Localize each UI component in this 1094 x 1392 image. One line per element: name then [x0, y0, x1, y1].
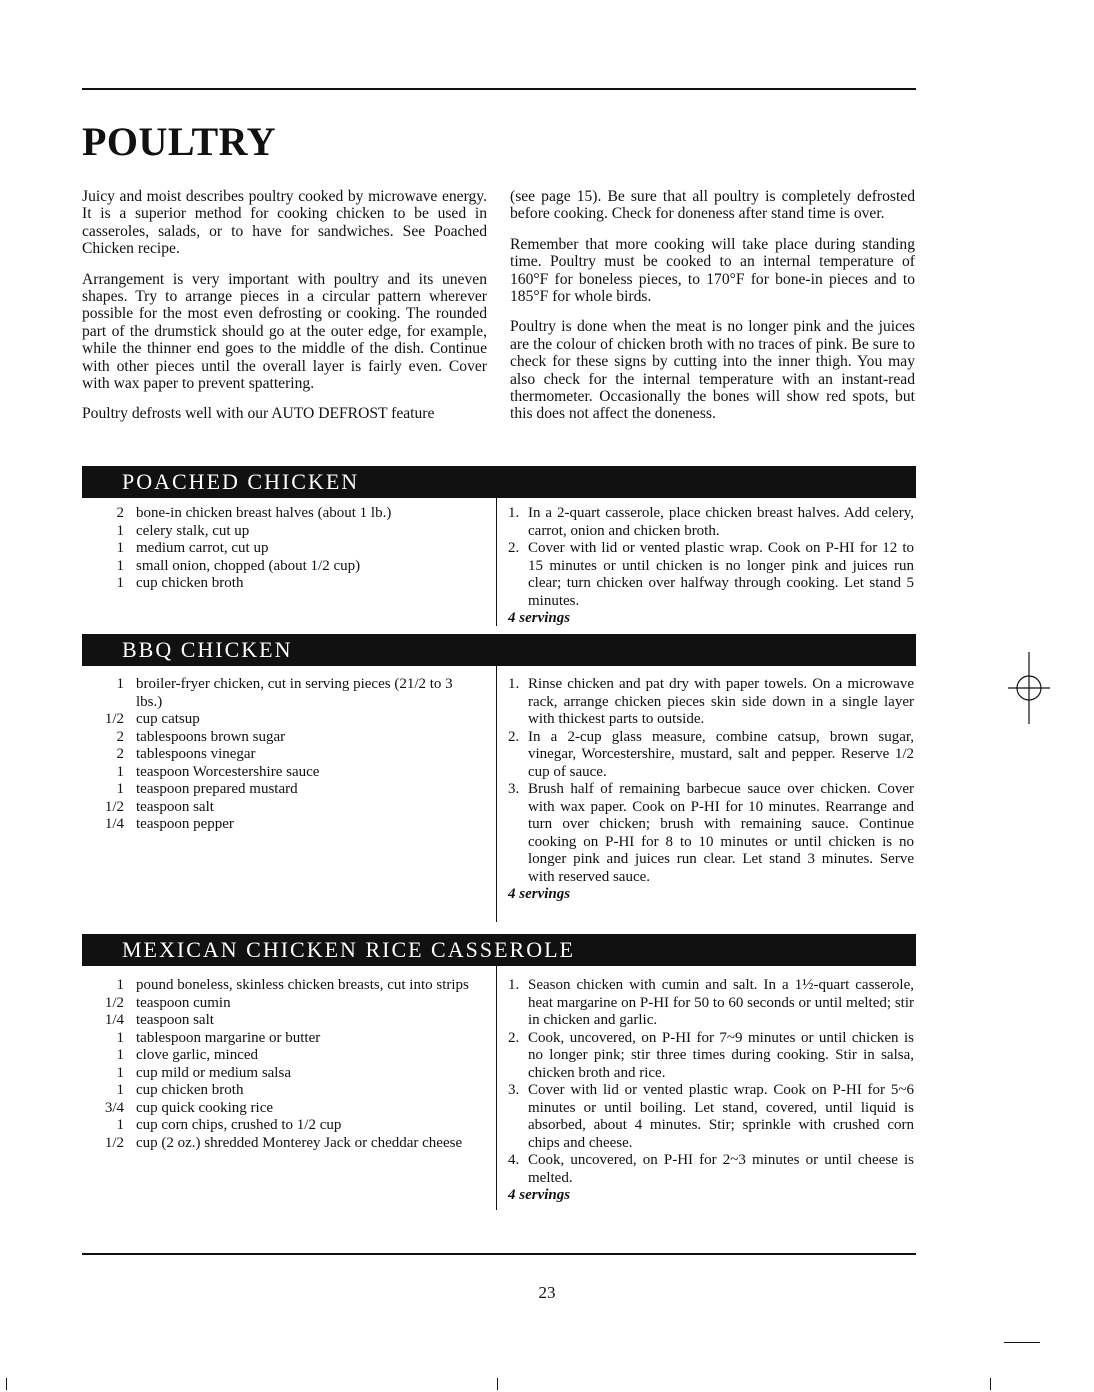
step-text: Cover with lid or vented plastic wrap. Cook on P-HI for 5~6 minutes or until boiling. Let stand, covered, until liquid is absorbed, about 4 minutes. Stir; sprinkle with crushed corn chips and cheese. [528, 1082, 914, 1151]
crop-mark [6, 1378, 7, 1390]
ingredient-row [82, 746, 482, 764]
ingredient-qty: 1 [116, 781, 124, 797]
ingredient-item: broiler-fryer chicken, cut in serving pieces (21/2 to 3 lbs.) [136, 676, 453, 710]
ingredient-qty: 1 [116, 1047, 124, 1063]
intro-paragraph: Poultry is done when the meat is no longer pink and the juices are the colour of chicken broth with no traces of pink. Be sure to check for these signs by cutting into the inner thigh. You may also check for the internal temperature with an instant-read thermometer. Occasionally the bones will show red spots, but this does not affect the doneness. [510, 318, 915, 423]
ingredient-item: teaspoon salt [136, 798, 214, 815]
ingredient-item: pound boneless, skinless chicken breasts, cut into strips [136, 977, 469, 993]
ingredient-qty: 1 [116, 763, 124, 780]
ingredient-row [82, 505, 482, 523]
ingredient-item: cup quick cooking rice [136, 1099, 274, 1116]
bottom-rule [82, 1253, 916, 1255]
ingredient-qty: 1 [116, 540, 124, 556]
ingredient-qty: 2 [116, 746, 124, 762]
ingredient-list [82, 977, 482, 1152]
step-text: Cook, uncovered, on P-HI for 2~3 minutes or until cheese is melted. [528, 1152, 914, 1186]
step-text: Brush half of remaining barbecue sauce over chicken. Cover with wax paper. Cook on P-HI for 10 minutes. Rearrange and turn over chicken; brush with remaining sauce. Continue cooking on P-HI for 8 to 10 minutes or until chicken is no longer pink and juices run clear. Let stand 3 minutes. Serve with reserved sauce. [528, 781, 914, 885]
recipe-title-band: MEXICAN CHICKEN RICE CASSEROLE [82, 934, 916, 966]
step: 3. Cover with lid or vented plastic wrap. Cook on P-HI for 5~6 minutes or until boiling. Let stand, covered, until liquid is absorbed, about 4 minutes. Stir; sprinkle with crushed corn chips and cheese. [508, 1082, 914, 1151]
ingredient-qty: 1 [116, 676, 124, 692]
ingredient-qty: 1 [116, 1082, 124, 1098]
page-number: 23 [538, 1283, 556, 1302]
ingredient-item: cup chicken broth [136, 575, 244, 591]
ingredient-row [82, 711, 482, 729]
ingredient-qty: 1 [116, 522, 124, 539]
ingredient-item: cup corn chips, crushed to 1/2 cup [136, 1117, 342, 1133]
column-divider [496, 666, 497, 922]
step: 1. Rinse chicken and pat dry with paper towels. On a microwave rack, arrange chicken pieces skin side down in a single layer with thickest parts to outside. [508, 676, 914, 727]
ingredient-qty: 1/2 [104, 994, 124, 1011]
ingredient-row [82, 523, 482, 541]
ingredient-item: cup mild or medium salsa [136, 1064, 291, 1081]
ingredient-item: tablespoons vinegar [136, 746, 256, 762]
ingredient-qty: 1/4 [104, 1012, 124, 1028]
intro-right-column [510, 188, 915, 436]
ingredient-item: teaspoon salt [136, 1012, 214, 1028]
ingredient-row [82, 1047, 482, 1065]
ingredient-qty: 1 [116, 557, 124, 574]
ingredient-row [82, 977, 482, 995]
column-divider [496, 966, 497, 1210]
registration-mark-icon [1006, 652, 1052, 724]
ingredient-row [82, 575, 482, 593]
page-title: POULTRY [82, 119, 276, 164]
ingredient-item: teaspoon cumin [136, 994, 231, 1011]
ingredient-qty: 3/4 [104, 1099, 124, 1116]
step-list [508, 977, 914, 1205]
ingredient-row [82, 816, 482, 834]
ingredient-row [82, 799, 482, 817]
ingredient-qty: 1 [116, 977, 124, 993]
intro-paragraph: (see page 15). Be sure that all poultry is completely defrosted before cooking. Check for doneness after stand time is over. [510, 188, 915, 223]
ingredient-row [82, 1135, 482, 1153]
ingredient-row [82, 1117, 482, 1135]
ingredient-item: clove garlic, minced [136, 1047, 259, 1063]
step-text: Cover with lid or vented plastic wrap. Cook on P-HI for 12 to 15 minutes or until chicken is no longer pink and juices run clear; turn chicken over halfway through cooking. Let stand 5 minutes. [528, 540, 914, 609]
ingredient-qty: 1 [116, 575, 124, 591]
step: 2. In a 2-cup glass measure, combine catsup, brown sugar, vinegar, Worcestershire, mustard, salt and pepper. Reserve 1/2 cup of sauce. [508, 728, 914, 780]
ingredient-item: teaspoon pepper [136, 816, 234, 832]
step: 3. Brush half of remaining barbecue sauce over chicken. Cover with wax paper. Cook on P-HI for 10 minutes. Rearrange and turn over chicken; brush with remaining sauce. Continue cooking on P-HI for 8 to 10 minutes or until chicken is no longer pink and juices run clear. Let stand 3 minutes. Serve with reserved sauce. [508, 781, 914, 885]
ingredient-qty: 1 [116, 1117, 124, 1133]
ingredient-qty: 2 [116, 728, 124, 745]
ingredient-row [82, 1100, 482, 1118]
step-text: Season chicken with cumin and salt. In a 1½-quart casserole, heat margarine on P-HI for 50 to 60 seconds or until melted; stir in chicken and garlic. [528, 977, 914, 1028]
step: 2. Cook, uncovered, on P-HI for 7~9 minutes or until chicken is no longer pink; stir three times during cooking. Stir in salsa, chicken broth and rice. [508, 1029, 914, 1081]
crop-mark [1004, 1342, 1040, 1343]
ingredient-row [82, 729, 482, 747]
ingredient-item: cup catsup [136, 711, 200, 727]
ingredient-item: medium carrot, cut up [136, 540, 269, 556]
crop-mark [497, 1378, 498, 1390]
ingredient-qty: 1/2 [104, 798, 124, 815]
ingredient-item: cup chicken broth [136, 1082, 244, 1098]
ingredient-qty: 1 [116, 1029, 124, 1046]
ingredient-qty: 1/2 [104, 1134, 124, 1151]
intro-paragraph: Juicy and moist describes poultry cooked by microwave energy. It is a superior method for cooking chicken to be used in casseroles, salads, or to have for sandwiches. See Poached Chicken recipe. [82, 188, 487, 258]
step-text: Rinse chicken and pat dry with paper towels. On a microwave rack, arrange chicken pieces skin side down in a single layer with thickest parts to outside. [528, 676, 914, 727]
ingredient-row [82, 1082, 482, 1100]
step: 2. Cover with lid or vented plastic wrap. Cook on P-HI for 12 to 15 minutes or until chicken is no longer pink and juices run clear; turn chicken over halfway through cooking. Let stand 5 minutes. [508, 540, 914, 609]
intro-left-column [82, 188, 487, 436]
step: 1. In a 2-quart casserole, place chicken breast halves. Add celery, carrot, onion and chicken broth. [508, 505, 914, 539]
ingredient-row [82, 764, 482, 782]
ingredient-row [82, 676, 482, 711]
servings: 4 servings [508, 610, 571, 626]
servings: 4 servings [508, 1187, 571, 1203]
intro-paragraph: Remember that more cooking will take place during standing time. Poultry must be cooked to an internal temperature of 160°F for boneless pieces, to 170°F for bone-in pieces and to 185°F for whole birds. [510, 235, 915, 306]
step: 4. Cook, uncovered, on P-HI for 2~3 minutes or until cheese is melted. [508, 1152, 914, 1186]
ingredient-qty: 1 [116, 1064, 124, 1081]
ingredient-qty: 1/2 [104, 711, 124, 727]
step-text: In a 2-cup glass measure, combine catsup, brown sugar, vinegar, Worcestershire, mustard, salt and pepper. Reserve 1/2 cup of sauce. [528, 728, 914, 780]
intro-paragraph: Poultry defrosts well with our AUTO DEFROST feature [82, 405, 435, 423]
ingredient-item: small onion, chopped (about 1/2 cup) [136, 557, 361, 574]
step-text: Cook, uncovered, on P-HI for 7~9 minutes or until chicken is no longer pink; stir three times during cooking. Stir in salsa, chicken broth and rice. [528, 1029, 914, 1081]
recipe-title-band: POACHED CHICKEN [82, 466, 916, 498]
step: 1. Season chicken with cumin and salt. In a 1½-quart casserole, heat margarine on P-HI for 50 to 60 seconds or until melted; stir in chicken and garlic. [508, 977, 914, 1028]
ingredient-row [82, 1012, 482, 1030]
crop-mark [990, 1378, 991, 1390]
ingredient-row [82, 781, 482, 799]
ingredient-item: tablespoons brown sugar [136, 728, 286, 745]
ingredient-item: celery stalk, cut up [136, 522, 250, 539]
step-list [508, 505, 914, 628]
ingredient-item: teaspoon prepared mustard [136, 781, 298, 797]
ingredient-row [82, 1030, 482, 1048]
ingredient-item: cup (2 oz.) shredded Monterey Jack or cheddar cheese [136, 1134, 463, 1151]
column-divider [496, 498, 497, 626]
ingredient-list [82, 505, 482, 593]
ingredient-row [82, 1065, 482, 1083]
ingredient-item: bone-in chicken breast halves (about 1 lb.) [136, 505, 392, 521]
servings: 4 servings [508, 886, 571, 902]
ingredient-row [82, 558, 482, 576]
step-text: In a 2-quart casserole, place chicken breast halves. Add celery, carrot, onion and chicken broth. [528, 505, 914, 539]
ingredient-row [82, 995, 482, 1013]
ingredient-row [82, 540, 482, 558]
ingredient-qty: 1/4 [104, 816, 124, 832]
ingredient-list [82, 676, 482, 834]
step-list [508, 676, 914, 904]
top-rule [82, 88, 916, 90]
intro-paragraph: Arrangement is very important with poultry and its uneven shapes. Try to arrange pieces in a circular pattern wherever possible for the most even defrosting or cooking. The rounded part of the drumstick should go at the outer edge, for example, while the thinner end goes to the middle of the dish. Continue with other pieces until the overall layer is fairly even. Cover with wax paper to prevent spattering. [82, 270, 487, 393]
ingredient-qty: 2 [116, 505, 124, 521]
ingredient-item: teaspoon Worcestershire sauce [136, 763, 320, 780]
recipe-title-band: BBQ CHICKEN [82, 634, 916, 666]
ingredient-item: tablespoon margarine or butter [136, 1029, 321, 1046]
